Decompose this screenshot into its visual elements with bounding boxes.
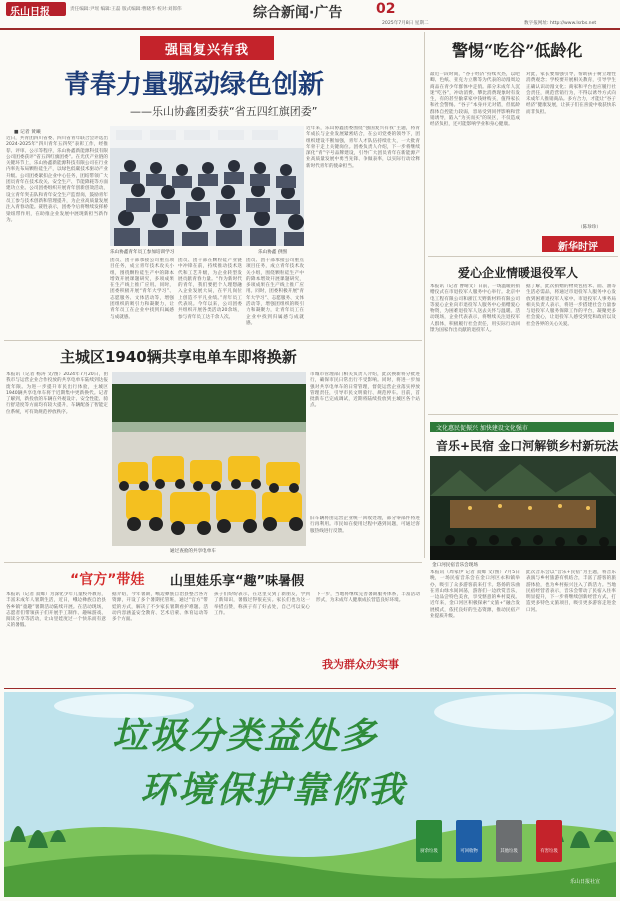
side1-author: （陈珍珍） <box>578 225 601 230</box>
lead-headline: 青春力量驱动绿色创新 <box>64 70 325 100</box>
masthead-meta: 责任编辑:尹瑶 编辑:王磊 版式编辑:曹晓华 校对:刘郎伟 <box>70 7 182 12</box>
bin-hazardous-label: 有害垃圾 <box>540 849 558 854</box>
lead-photo-caption: 乐山协鑫青年员工参加培训学习 <box>110 250 175 255</box>
masthead-rule <box>0 28 620 30</box>
article3-col2: 据介绍，今年暑期，峨边彝族自治县整合各方资源，开设了多个暑期托管班，通过“官方”带娃的方式，解决了不少家长暑期看护难题。活动内容涵盖安全教育、艺术启蒙、体育运动等多个方面。 <box>112 592 208 623</box>
masthead-logo-text: 乐山日报 <box>10 7 50 18</box>
lead-body-col3: 团员、团干部在颗粒硅产业链中冲锋在前，持续推动技术迭代和工艺升级，为企业转型发展贡献青春力量。“作为新时代的青年，我们要把个人理想融入企业发展大局，在平凡岗位上创造不平凡业绩。”青年员工代表说。今年以来，公司团委共组织开展各类活动20余场，参与青年员工达千余人次。 <box>178 258 242 320</box>
bin-other-label: 其他垃圾 <box>500 849 518 854</box>
divider-article2 <box>4 562 422 563</box>
side3-photo-caption: 金口河民宿音乐会现场 <box>432 563 478 568</box>
site-url: 数字报网址: http://www.lsrbs.net <box>524 21 597 26</box>
side1-badge-text: 新华时评 <box>558 242 598 253</box>
article3-kicker: “官方”带娃 <box>70 572 145 588</box>
bin-recyclable-label: 可回收物 <box>460 849 478 854</box>
ad-line2: 环境保护靠你我 <box>140 770 407 811</box>
section-title: 综合新闻·广告 <box>253 5 343 21</box>
article2-col1: 本报讯（记者 杨涛 文/图）2024年7月20日，由我市与运营企业合作投放的共享电单车陆续到达报废年限。为进一步提升市民出行体验，主城区1940辆共享电单车将于近期集中更新换代。记者了解到，新投放的车辆在外观设计、安全性能、骑行舒适度等方面均有较大提升，车辆配备了智能定位系统，可有效规范停放秩序。 <box>6 372 108 415</box>
side2-headline: 爱心企业情暖退役军人 <box>458 266 579 280</box>
ad-credit: 乐山日报社宣 <box>570 879 601 885</box>
bin-food <box>416 820 442 862</box>
article3-col4: 下一步，当地将继续完善暑期服务体系，丰富活动形式，为未成年人健康成长营造良好环境。 <box>316 592 420 604</box>
side3-kicker: 文化惠民促振兴 加快建设文化强市 <box>436 425 528 432</box>
article3-col1: 本报讯（记者 叔爆）为深化少年儿童校外教育，丰富未成年人暑期生活，近日，峨边彝族自治县各乡镇“童趣”暑期活动陆续开展。在活动现场，志愿者们带领孩子们开展手工制作、趣味游戏、阅读分享等活动，让山里娃度过一个快乐而有意义的暑假。 <box>6 592 106 629</box>
lead-body-col1: 近日，共青团四川省委、四川省青年联合会评选出2024-2025年“四川青年五四奖”表彰工作，经推荐、评审、公示等程序，乐山协鑫新能源科技有限公司团委获评“省五四红旗团委”。在光伏产业链的关键环节上，乐山协鑫新能源科技有限公司在行业内率先布局颗粒硅生产，以绿色低碳技术驱动产业升级。公司团委紧扣企业中心任务，团结带领广大团员青年在技术攻关、安全生产、节能降耗等方面建功立业。公司团委组织开展青年创新创效活动，设立青年突击队和青年安全生产监督岗，鼓励青年员工参与技术创新和管理提升，为企业高质量发展注入青春动能。聂胜表示，团委今后将继续发挥桥梁纽带作用，在助推企业发展中展现新担当新作为。 <box>6 136 108 223</box>
side1-headline: 警惕“吃谷”低龄化 <box>452 41 583 60</box>
page-number: 02 <box>376 1 396 17</box>
divider-side2 <box>428 414 618 415</box>
lead-body-col5: 近年来，乐山协鑫团委围绕“强国复兴有我”主题，将青年成长与企业发展紧密结合，在公司党委的领导下，团组织建设不断加强，青年人才队伍持续壮大，一大批青年骨干走上关键岗位。团委负责人介绍，下一步将继续深化“青”字号品牌建设，引导广大团员青年在新能源产业高质量发展中勇当先锋、争做表率，以实际行动诠释新时代青年的使命担当。 <box>306 126 420 169</box>
divider-lead-side <box>424 32 425 558</box>
slogan-brand: 我为群众办实事 <box>322 658 399 671</box>
lead-byline: ■ 记者 黄曦 <box>14 130 41 135</box>
page-date: 2025年7月8日 星期二 <box>382 21 429 26</box>
ad-top-rule <box>4 688 616 689</box>
article2-col2: 市城市管理部门相关负责人介绍，此次换新将分批进行，确保市民日常出行不受影响。同时，将进一步加强对共享电单车的日常管理，督促运营企业落实停放管理责任，引导市民文明骑行、规范停车。目前，首批新车已完成调试，近期将陆续投放到主城区各个站点。 <box>310 372 420 409</box>
side3-col2: 此次音乐会以“音乐+民宿”为主题，将音乐表演与乡村旅游有机结合，丰富了游客的旅游体验，也为乡村振兴注入了新活力。当地民宿经营者表示，音乐会带动了民宿入住率明显提升，下一步将继续创新经营方式，打造更多特色文旅项目，吸引更多游客走进金口河。 <box>526 570 616 613</box>
lead-body-col2b: 团员、团干部承接公司重点项目任务，成立青年技术攻关小组，围绕颗粒硅生产中的降本增效开展课题研究，多项成果在生产线上推广应用。同时，团委积极开展“青年大学习”、志愿服务、文体活动等，增强团组织的吸引力和凝聚力，让青年员工在企业中找到归属感与成就感。 <box>246 258 304 326</box>
masthead <box>0 0 620 30</box>
side1-col2: 对此，家长要加强引导，帮助孩子树立理性消费观念；学校要开展相关教育，引导学生正确认识动漫文化；商家和平台也应履行社会责任，规范营销行为，不得以诱导方式向未成年人推销商品。多方合力，才能让“谷子经济”健康发展，让孩子们在喜爱中收获快乐而非负担。 <box>526 72 616 115</box>
side3-photo <box>430 456 616 560</box>
bin-hazardous <box>536 820 562 862</box>
side1-col1: 最近一段时间，“谷子经济”持续火热，以吧唧、色纸、亚克力立牌等为代表的动漫周边商品在青少年群体中走俏。部分未成年人沉迷“吃谷”，冲动消费、攀比消费现象时有发生，有的甚至偷拿家中钱财购买，值得家长和社会警惕。“谷子”本身并无对错，但低龄群体自控能力较弱，容易受到同伴影响和营销诱导，陷入“为买而买”的误区，不仅造成经济负担，还可能影响学业和身心健康。 <box>430 72 520 128</box>
lead-banner-text: 强国复兴有我 <box>164 43 249 58</box>
side2-col2: 据了解，此次捐赠的物资包括米、面、油等生活必需品，将通过市退役军人服务中心发放到困难退役军人家中。市退役军人事务局相关负责人表示，将进一步搭建社会力量参与退役军人服务保障工作的平台，凝聚更多社会爱心，让退役军人感受到党和政府以及社会各界的关心关爱。 <box>526 284 616 327</box>
article2-photo-caption: 通过查验的共享电单车 <box>170 549 216 554</box>
article2-photo <box>112 372 306 546</box>
article2-col3: 旧车辆将由运营企业统一回收处理，部分零部件将进行再利用。市民如在使用过程中遇到问题，可通过客服热线进行反馈。 <box>310 516 420 534</box>
article3-col3: 孩子们纷纷表示，在这里交到了新朋友，学到了新知识，暑假过得很充实。家长们也为这一举措点赞，称孩子有了好去处，自己可以安心工作。 <box>214 592 310 616</box>
lead-body-col2: 团员、团干部承接公司重点项目任务，成立青年技术攻关小组，围绕颗粒硅生产中的降本增效开展课题研究，多项成果在生产线上推广应用。同时，团委积极开展“青年大学习”、志愿服务、文体活动等，增强团组织的吸引力和凝聚力，让青年员工在企业中找到归属感与成就感。 <box>110 258 174 320</box>
bin-food-label: 厨余垃圾 <box>420 849 438 854</box>
article2-headline: 主城区1940辆共享电单车即将换新 <box>60 348 297 366</box>
bin-other <box>496 820 522 862</box>
divider-side1 <box>428 256 618 257</box>
side2-col1: 本报讯（记者 曹晴文）日前，一场温暖的捐赠仪式在市退役军人服务中心举行。北京中电工程有限公司和浙江天野新材料有限公司等爱心企业向市退役军人服务中心捐赠爱心物资，为困难退役军人送去关怀与温暖。活动现场，企业代表表示，将继续关注退役军人群体，积极履行社会责任，用实际行动回馈为国家作出贡献的退役军人。 <box>430 284 520 334</box>
lead-photo <box>110 126 304 246</box>
divider-lead-bottom <box>4 340 422 341</box>
side3-col1: 本报讯（周家伊 记者 叔爆 文/图）7月5日晚，一场民宿音乐会在金口河区永和镇举办，吸引了众多游客前来打卡。悠扬的乐曲在青山绿水间回荡，游客们一边欣赏音乐，一边品尝特色美食，享受惬意的乡村夏夜。近年来，金口河区积极探索“文旅+”融合发展模式，依托良好的生态资源，推动民宿产业提质升级。 <box>430 570 520 620</box>
lead-photo-credit: 乐山协鑫 供图 <box>258 250 288 255</box>
side3-headline: 音乐+民宿 金口河解锁乡村新玩法 <box>436 439 619 453</box>
ad-line1: 垃圾分类益处多 <box>112 716 379 757</box>
lead-subhead: ——乐山协鑫团委获“省五四红旗团委” <box>130 105 318 118</box>
article3-headline: 山里娃乐享“趣”味暑假 <box>170 574 305 589</box>
bin-recyclable <box>456 820 482 862</box>
